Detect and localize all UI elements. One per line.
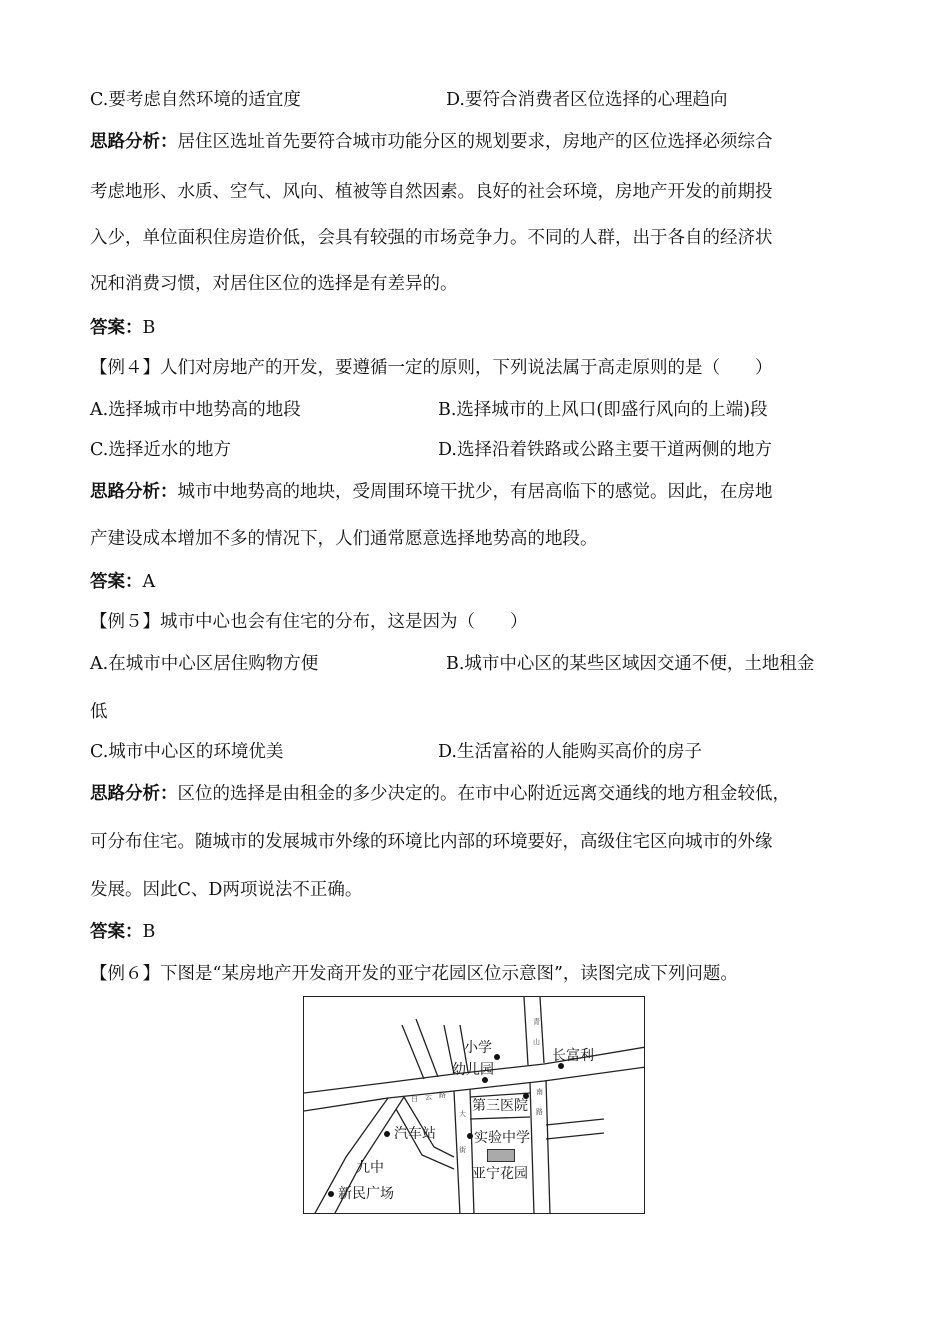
q5-option-a: A.在城市中心区居住购物方便 — [90, 654, 319, 674]
answer-value: B — [142, 922, 156, 942]
q3-analysis-line-4: 况和消费习惯，对居住区位的选择是有差异的。 — [90, 274, 458, 294]
q5-option-b: B.城市中心区的某些区域因交通不便，土地租金 — [446, 654, 815, 674]
school-exp-dot — [467, 1133, 473, 1139]
analysis-text: 城市中地势高的地块，受周围环境干扰少，有居高临下的感觉。因此，在房地 — [177, 482, 773, 502]
q4-option-b: B.选择城市的上风口(即盛行风向的上端)段 — [438, 400, 768, 420]
answer-value: A — [142, 572, 156, 592]
road-char: 大 — [459, 1110, 466, 1118]
road-char: 街 — [459, 1146, 466, 1154]
q6-question: 【例６】下图是“某房地产开发商开发的亚宁花园区位示意图”，读图完成下列问题。 — [90, 964, 738, 984]
label-school-exp: 实验中学 — [474, 1130, 530, 1146]
label-xinmin: 新民广场 — [338, 1186, 394, 1202]
road-char: 路 — [439, 1091, 446, 1099]
q3-analysis-line-1 — [90, 128, 773, 153]
q5-answer — [90, 918, 155, 943]
analysis-label: 思路分析： — [90, 132, 178, 152]
q3-analysis-line-3: 入少，单位面积住房造价低，会具有较强的市场竞争力。不同的人群，出于各自的经济状 — [90, 228, 773, 248]
label-jiuzhong: 九中 — [356, 1160, 384, 1176]
road-char: 南 — [536, 1088, 543, 1096]
label-hospital: 第三医院 — [472, 1098, 528, 1114]
q4-answer — [90, 568, 155, 593]
q4-option-a: A.选择城市中地势高的地段 — [90, 400, 301, 420]
q4-option-c: C.选择近水的地方 — [90, 440, 231, 460]
q5-option-d: D.生活富裕的人能购买高价的房子 — [438, 742, 702, 762]
road-char: 白 — [411, 1095, 418, 1103]
label-yaning: 亚宁花园 — [472, 1166, 528, 1182]
answer-label: 答案： — [90, 572, 143, 592]
location-map — [303, 996, 645, 1214]
q5-analysis-line-1 — [90, 780, 790, 805]
answer-value: B — [142, 318, 156, 338]
bus-station-dot — [384, 1131, 390, 1137]
q4-analysis-line-2: 产建设成本增加不多的情况下，人们通常愿意选择地势高的地段。 — [90, 529, 598, 549]
analysis-text: 居住区选址首先要符合城市功能分区的规划要求，房地产的区位选择必须综合 — [177, 132, 773, 152]
q4-question: 【例４】人们对房地产的开发，要遵循一定的原则，下列说法属于高走原则的是（ ） — [90, 358, 773, 378]
q5-analysis-line-3: 发展。因此C、D两项说法不正确。 — [90, 880, 363, 900]
q4-option-d: D.选择沿着铁路或公路主要干道两侧的地方 — [438, 440, 772, 460]
label-kindergarten: 幼儿园 — [452, 1062, 494, 1078]
q4-analysis-line-1 — [90, 478, 773, 503]
analysis-label: 思路分析： — [90, 482, 178, 502]
label-changfuli: 长富利 — [552, 1048, 594, 1064]
q5-analysis-line-2: 可分布住宅。随城市的发展城市外缘的环境比内部的环境要好，高级住宅区向城市的外缘 — [90, 832, 773, 852]
label-primary-school: 小学 — [464, 1040, 492, 1056]
xinmin-dot — [328, 1191, 334, 1197]
analysis-label: 思路分析： — [90, 784, 178, 804]
q5-option-b-continued: 低 — [90, 702, 108, 722]
answer-label: 答案： — [90, 318, 143, 338]
q3-option-d: D.要符合消费者区位选择的心理趋向 — [446, 90, 728, 110]
answer-label: 答案： — [90, 922, 143, 942]
label-bus-station: 汽车站 — [394, 1126, 436, 1142]
q3-option-c: C.要考虑自然环境的适宜度 — [90, 90, 301, 110]
yaning-garden-block — [487, 1149, 515, 1162]
road-char: 路 — [536, 1108, 543, 1116]
analysis-text: 区位的选择是由租金的多少决定的。在市中心附近远离交通线的地方租金较低， — [177, 784, 790, 804]
q3-answer — [90, 314, 155, 339]
q5-option-c: C.城市中心区的环境优美 — [90, 742, 284, 762]
road-char: 云 — [425, 1093, 432, 1101]
road-char: 山 — [533, 1038, 540, 1046]
q5-question: 【例５】城市中心也会有住宅的分布，这是因为（ ） — [90, 612, 528, 632]
q3-analysis-line-2: 考虑地形、水质、空气、风向、植被等自然因素。良好的社会环境，房地产开发的前期投 — [90, 182, 773, 202]
road-char: 青 — [533, 1018, 540, 1026]
primary-school-dot — [494, 1054, 500, 1060]
